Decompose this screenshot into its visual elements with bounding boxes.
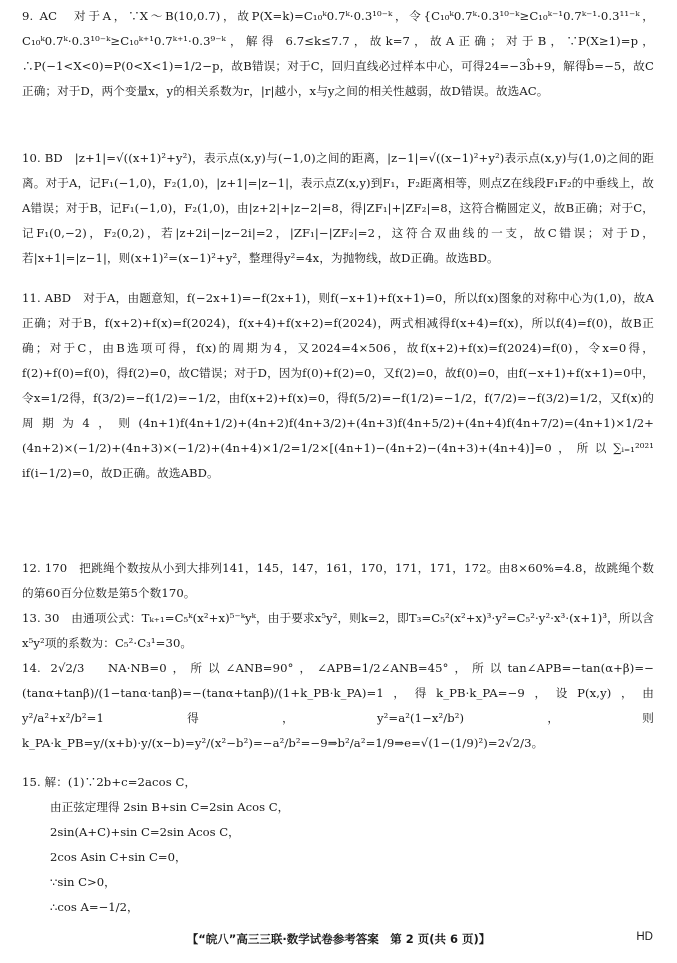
answer-15-step-2: 2sin(A+C)+sin C=2sin Acos C， bbox=[50, 825, 240, 839]
answer-14 bbox=[22, 656, 654, 756]
footer-code: HD bbox=[636, 931, 653, 943]
answer-13 bbox=[22, 606, 654, 656]
answer-11 bbox=[22, 286, 654, 486]
answer-10-text: 10. BD |z+1|=√((x+1)²+y²)，表示点(x,y)与(−1,0)之间的距离，|z−1|=√((x−1)²+y²)表示点(x,y)与(1,0)之间的距离。对于A，记F₁(−1,0)，F₂(1,0)，|z+1|=|z−1|，表示点Z(x,y)到F₁，F₂距离相等，则点Z在线段F₁F₂的中垂线上，故A错误；对于B，记F₁(−1,0)，F₂(1,0)，由|z+2|+|z−2|=8，得|ZF₁|+|ZF₂|=8，这符合椭圆定义，故B正确；对于C，记F₁(0,−2)，F₂(0,2)，若|z+2i|−|z−2i|=2，|ZF₁|−|ZF₂|=2，这符合双曲线的一支，故C错误；对于D，若|x+1|=|z−1|，则(x+1)²=(x−1)²+y²，整理得y²=4x，为抛物线，故D正确。故选BD。 bbox=[22, 151, 654, 265]
footer-title: 【“皖八”高三三联·数学试卷参考答案 第 2 页(共 6 页)】 bbox=[186, 932, 491, 946]
answer-15-step-1: 由正弦定理得 2sin B+sin C=2sin Acos C， bbox=[50, 800, 290, 814]
answer-9 bbox=[22, 4, 654, 104]
answer-15-step-5: ∴cos A=−1/2， bbox=[50, 900, 139, 914]
answer-15-title-text: 15. 解：(1)∵2b+c=2acos C， bbox=[22, 775, 197, 789]
answer-11-text: 11. ABD 对于A，由题意知，f(−2x+1)=−f(2x+1)，则f(−x+1)+f(x+1)=0，所以f(x)图象的对称中心为(1,0)，故A正确；对于B，f(x+2)+f(x)=f(2024)，f(x+4)+f(x+2)=f(2024)，两式相减得f(x+4)=f(x)，所以f(4)=f(0)，故B正确；对于C，由B选项可得，f(x)的周期为4，又2024=4×506，故f(x+2)+f(x)=f(2024)=f(0)，令x=0得，f(2)+f(0)=f(0)，得f(2)=0，故C错误；对于D，因为f(0)+f(2)=0，又f(2)=0，故f(0)=0，由f(−x+1)+f(x+1)=0中，令x=1/2得，f(3/2)=−f(1/2)=−1/2，由f(x+2)+f(x)=0，得f(5/2)=−f(1/2)=−1/2，f(7/2)=−f(3/2)=1/2，又f(x)的周期为4，则(4n+1)f(4n+1/2)+(4n+2)f(4n+3/2)+(4n+3)f(4n+5/2)+(4n+4)f(4n+7/2)=(4n+1)×1/2+(4n+2)×(−1/2)+(4n+3)×(−1/2)+(4n+4)×1/2=1/2×[(4n+1)−(4n+2)−(4n+3)+(4n+4)]=0，所以∑ᵢ₌₁²⁰²¹ if(i−1/2)=0，故D正确。故选ABD。 bbox=[22, 291, 654, 480]
answer-15-step-4: ∵sin C>0， bbox=[50, 875, 116, 889]
answer-14-text: 14. 2√2/3 NA·NB=0，所以∠ANB=90°，∠APB=1/2∠ANB=45°，所以tan∠APB=−tan(α+β)=−(tanα+tanβ)/(1−tanα·tanβ)=−(tanα+tanβ)/(1+k_PB·k_PA)=1，得k_PB·k_PA=−9，设P(x,y)，由y²/a²+x²/b²=1得，y²=a²(1−x²/b²)，则k_PA·k_PB=y/(x+b)·y/(x−b)=y²/(x²−b²)=−a²/b²=−9⇒b²/a²=1/9⇒e=√(1−(1/9)²)=2√2/3。 bbox=[22, 661, 654, 750]
answer-12 bbox=[22, 556, 654, 606]
answer-10 bbox=[22, 146, 654, 271]
answer-15-step-3: 2cos Asin C+sin C=0， bbox=[50, 850, 187, 864]
answer-15-title bbox=[22, 770, 654, 795]
page-footer bbox=[0, 931, 677, 951]
answer-12-text: 12. 170 把跳绳个数按从小到大排列141，145，147，161，170，171，171，172。由8×60%=4.8，故跳绳个数的第60百分位数是第5个数170。 bbox=[22, 561, 654, 600]
answer-9-text: 9. AC 对于A，∵X～B(10,0.7)，故P(X=k)=C₁₀ᵏ0.7ᵏ·0.3¹⁰⁻ᵏ，令{C₁₀ᵏ0.7ᵏ·0.3¹⁰⁻ᵏ≥C₁₀ᵏ⁻¹0.7ᵏ⁻¹·0.3¹¹⁻ᵏ，C₁₀ᵏ0.7ᵏ·0.3¹⁰⁻ᵏ≥C₁₀ᵏ⁺¹0.7ᵏ⁺¹·0.3⁹⁻ᵏ，解得 6.7≤k≤7.7，故k=7，故A正确；对于B，∵P(X≥1)=p，∴P(−1<X<0)=P(0<X<1)=1/2−p，故B错误；对于C，回归直线必过样本中心，可得24=−3b̂+9，解得b̂=−5，故C正确；对于D，两个变量x，y的相关系数为r，|r|越小，x与y之间的相关性越弱，故D错误。故选AC。 bbox=[22, 9, 654, 98]
answer-13-text: 13. 30 由通项公式：Tₖ₊₁=C₅ᵏ(x²+x)⁵⁻ᵏyᵏ，由于要求x⁵y²，则k=2，即T₃=C₅²(x²+x)³·y²=C₅²·y²·x³·(x+1)³，所以含x⁵y²项的系数为：C₅²·C₃¹=30。 bbox=[22, 611, 654, 650]
